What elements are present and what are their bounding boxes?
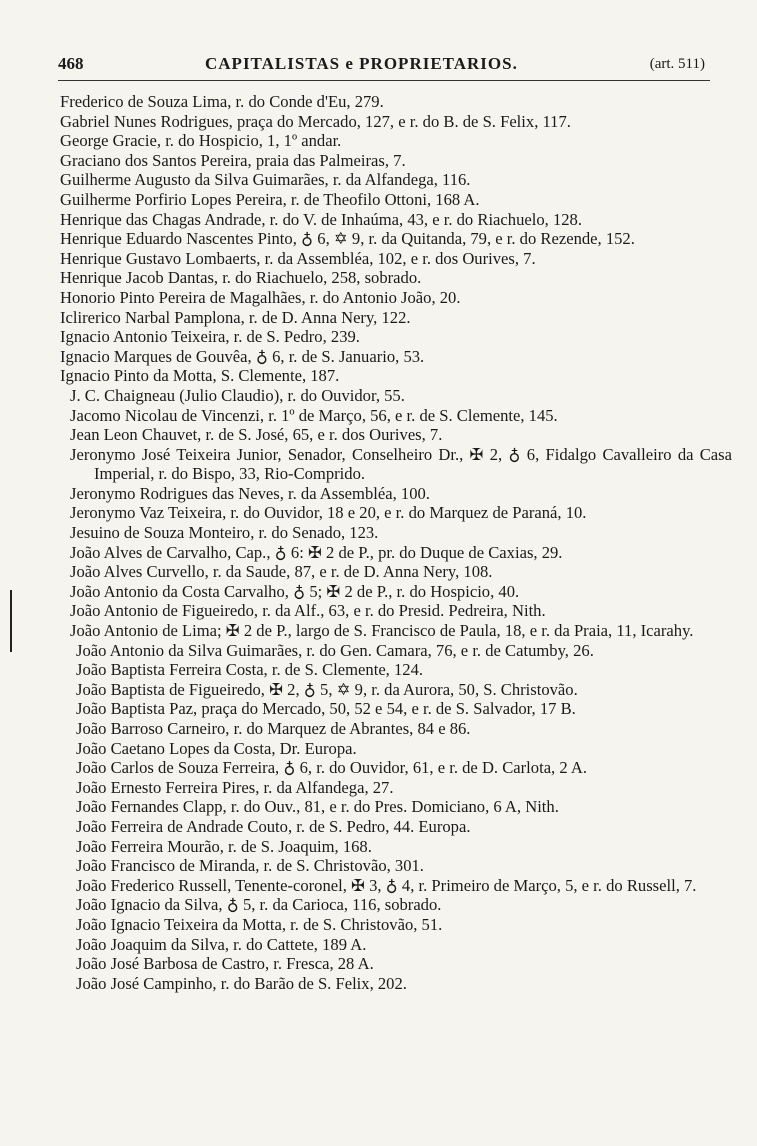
page-number: 468 — [58, 54, 84, 73]
directory-entry: João Ignacio da Silva, ♁ 5, r. da Carioca, 116, sobrado. — [76, 895, 442, 915]
directory-entry: Jeronymo Rodrigues das Neves, r. da Assembléa, 100. — [70, 483, 430, 503]
directory-entry: João José Barbosa de Castro, r. Fresca, 28 A. — [76, 954, 374, 974]
directory-entry: Ignacio Antonio Teixeira, r. de S. Pedro, 239. — [60, 327, 360, 347]
directory-entry: João Francisco de Miranda, r. de S. Christovão, 301. — [76, 856, 424, 876]
directory-entry: Henrique das Chagas Andrade, r. do V. de Inhaúma, 43, e r. do Riachuelo, 128. — [60, 209, 582, 229]
directory-entry: João Ernesto Ferreira Pires, r. da Alfandega, 27. — [76, 777, 394, 797]
directory-entry: Ignacio Pinto da Motta, S. Clemente, 187. — [60, 366, 340, 386]
directory-entry: Jeronymo José Teixeira Junior, Senador, Conselheiro Dr., ✠ 2, ♁ 6, Fidalgo Cavalleiro da Casa Imperial, r. do Bispo, 33, Rio-Comprido. — [70, 444, 732, 484]
directory-entry: Henrique Gustavo Lombaerts, r. da Assembléa, 102, e r. dos Ourives, 7. — [60, 248, 536, 268]
directory-entry: João Carlos de Souza Ferreira, ♁ 6, r. do Ouvidor, 61, e r. de D. Carlota, 2 A. — [76, 758, 588, 778]
directory-entry: Jean Leon Chauvet, r. de S. José, 65, e r. dos Ourives, 7. — [70, 425, 443, 445]
running-title: CAPITALISTAS e PROPRIETARIOS. — [205, 54, 518, 73]
directory-entry: Ignacio Marques de Gouvêa, ♁ 6, r. de S. Januario, 53. — [60, 346, 425, 366]
directory-entry: João Ferreira Mourão, r. de S. Joaquim, 168. — [76, 836, 372, 856]
directory-entry: Honorio Pinto Pereira de Magalhães, r. do Antonio João, 20. — [60, 287, 461, 307]
directory-entries — [0, 92, 757, 993]
directory-entry: João Antonio da Costa Carvalho, ♁ 5; ✠ 2 de P., r. do Hospicio, 40. — [70, 581, 520, 601]
directory-entry: Iclirerico Narbal Pamplona, r. de D. Anna Nery, 122. — [60, 307, 411, 327]
directory-entry: João Ignacio Teixeira da Motta, r. de S. Christovão, 51. — [76, 914, 443, 934]
directory-entry: João Ferreira de Andrade Couto, r. de S. Pedro, 44. Europa. — [76, 816, 471, 836]
directory-entry: João Joaquim da Silva, r. do Cattete, 189 A. — [76, 934, 367, 954]
directory-entry: João Alves Curvello, r. da Saude, 87, e r. de D. Anna Nery, 108. — [70, 562, 493, 582]
directory-entry: Graciano dos Santos Pereira, praia das Palmeiras, 7. — [60, 150, 406, 170]
article-reference: (art. 511) — [649, 56, 705, 72]
directory-entry: George Gracie, r. do Hospicio, 1, 1º andar. — [60, 131, 342, 151]
directory-entry: João Antonio de Figueiredo, r. da Alf., 63, e r. do Presid. Pedreira, Nith. — [70, 601, 546, 621]
directory-entry: João Fernandes Clapp, r. do Ouv., 81, e r. do Pres. Domiciano, 6 A, Nith. — [76, 797, 559, 817]
directory-entry: João José Campinho, r. do Barão de S. Felix, 202. — [76, 973, 407, 993]
directory-entry: Henrique Eduardo Nascentes Pinto, ♁ 6, ✡ 9, r. da Quitanda, 79, e r. do Rezende, 152. — [60, 229, 635, 249]
directory-entry: João Baptista Paz, praça do Mercado, 50, 52 e 54, e r. de S. Salvador, 17 B. — [76, 699, 576, 719]
directory-entry: João Frederico Russell, Tenente-coronel, ✠ 3, ♁ 4, r. Primeiro de Março, 5, e r. do Russell, 7. — [76, 875, 697, 895]
directory-entry: Frederico de Souza Lima, r. do Conde d'Eu, 279. — [60, 92, 384, 111]
directory-entry: Guilherme Porfirio Lopes Pereira, r. de Theofilo Ottoni, 168 A. — [60, 189, 480, 209]
directory-entry: João Alves de Carvalho, Cap., ♁ 6: ✠ 2 de P., pr. do Duque de Caxias, 29. — [70, 542, 563, 562]
directory-entry: Jeronymo Vaz Teixeira, r. do Ouvidor, 18 e 20, e r. do Marquez de Paraná, 10. — [70, 503, 587, 523]
directory-entry: João Baptista de Figueiredo, ✠ 2, ♁ 5, ✡ 9, r. da Aurora, 50, S. Christovão. — [76, 679, 578, 699]
directory-entry: João Barroso Carneiro, r. do Marquez de Abrantes, 84 e 86. — [76, 719, 471, 738]
directory-entry: J. C. Chaigneau (Julio Claudio), r. do Ouvidor, 55. — [70, 385, 405, 405]
directory-entry: João Antonio da Silva Guimarães, r. do Gen. Camara, 76, e r. de Catumby, 26. — [76, 640, 594, 660]
header-rule — [58, 80, 710, 81]
directory-entry: Gabriel Nunes Rodrigues, praça do Mercado, 127, e r. do B. de S. Felix, 117. — [60, 111, 571, 131]
directory-entry: Jesuino de Souza Monteiro, r. do Senado, 123. — [70, 523, 379, 543]
directory-entry: Guilherme Augusto da Silva Guimarães, r. da Alfandega, 116. — [60, 170, 471, 190]
directory-entry: João Baptista Ferreira Costa, r. de S. Clemente, 124. — [76, 660, 424, 680]
directory-entry: João Antonio de Lima; ✠ 2 de P., largo de S. Francisco de Paula, 18, e r. da Praia, 11, Icarahy. — [70, 621, 694, 641]
directory-entry: João Caetano Lopes da Costa, Dr. Europa. — [76, 738, 357, 758]
directory-entry: Henrique Jacob Dantas, r. do Riachuelo, 258, sobrado. — [60, 268, 422, 288]
directory-entry: Jacomo Nicolau de Vincenzi, r. 1º de Março, 56, e r. de S. Clemente, 145. — [70, 405, 558, 425]
page-header — [0, 54, 757, 82]
